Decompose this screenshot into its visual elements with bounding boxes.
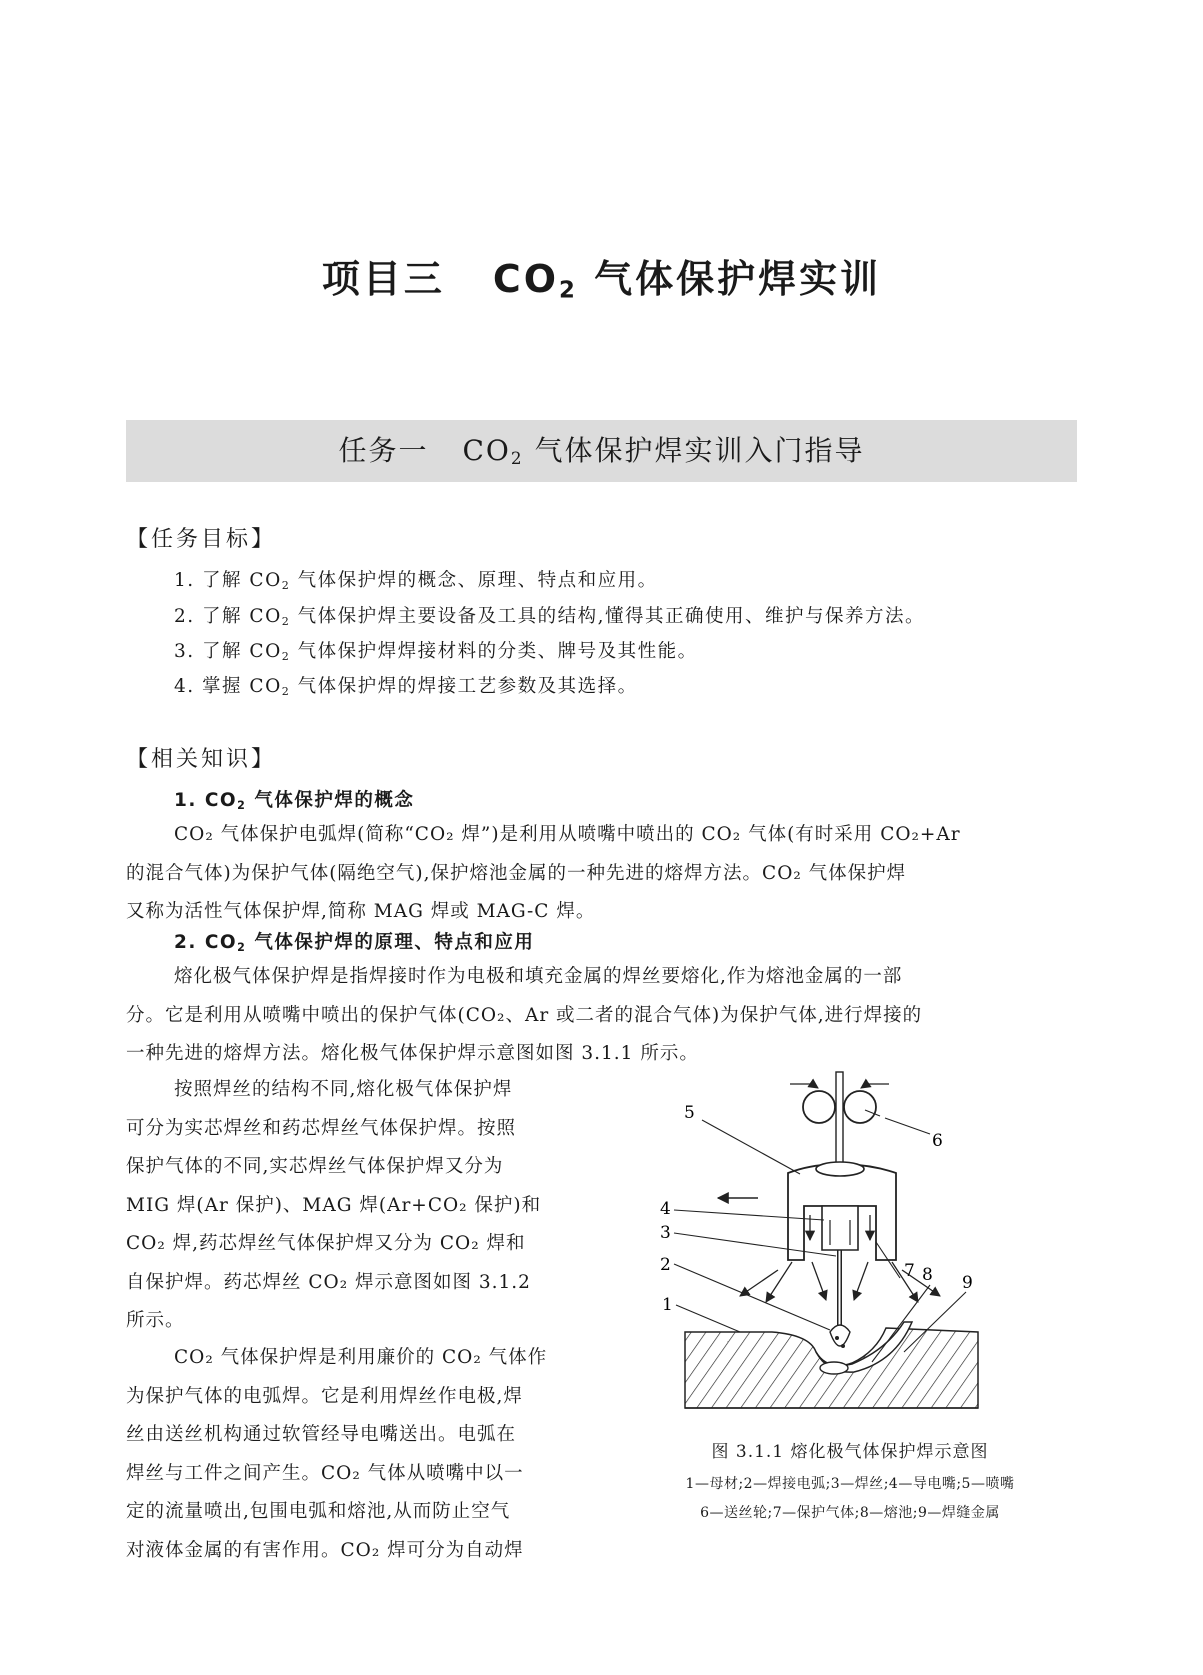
p2-line-2: 分。它是利用从喷嘴中喷出的保护气体(CO₂、Ar 或二者的混合气体)为保护气体,进行焊接的 [126,1004,923,1026]
figure-legend-line-1: 1—母材;2—焊接电弧;3—焊丝;4—导电嘴;5—喷嘴 [685,1476,1015,1492]
chapter-suffix: 气体保护焊实训 [594,257,882,301]
p4-line-6: 对液体金属的有害作用。CO₂ 焊可分为自动焊 [126,1539,524,1561]
objectives-heading: 【任务目标】 [126,527,277,552]
chapter-prefix: 项目三 [321,257,445,301]
s1-pre: 1. CO [174,790,238,811]
label-3: 3 [660,1223,671,1243]
arc [830,1325,850,1346]
label-4: 4 [660,1199,671,1219]
task-co: CO [462,434,511,467]
label-8: 8 [922,1265,933,1285]
objective-3-pre: 3. 了解 CO [174,641,282,662]
task-prefix: 任务一 [338,434,429,467]
objective-4-pre: 4. 掌握 CO [174,676,282,697]
p3-line-1: 按照焊丝的结构不同,熔化极气体保护焊 [174,1079,513,1100]
weld-pool [820,1362,848,1374]
p3-line-7: 所示。 [126,1310,185,1331]
objective-2-pre: 2. 了解 CO [174,606,282,627]
p3-line-2: 可分为实芯焊丝和药芯焊丝气体保护焊。按照 [126,1117,517,1139]
subsection-1-heading [174,786,414,812]
objective-item-4 [174,672,638,698]
objective-item-2 [174,602,925,628]
p4-line-4: 焊丝与工件之间产生。CO₂ 气体从喷嘴中以一 [126,1462,524,1484]
p4-line-2: 为保护气体的电弧焊。它是利用焊丝作电极,焊 [126,1385,523,1407]
objective-3-sub: 2 [281,649,291,663]
s2-post: 气体保护焊的原理、特点和应用 [246,932,535,953]
objective-item-1 [174,566,658,592]
paragraph-3 [126,1071,606,1341]
p4-line-3: 丝由送丝机构通过软管经导电嘴送出。电弧在 [126,1424,517,1445]
p1-line-1: CO₂ 气体保护电弧焊(简称“CO₂ 焊”)是利用从喷嘴中喷出的 CO₂ 气体(有时采用 CO₂+Ar [174,824,961,845]
paragraph-4 [126,1339,606,1570]
p4-line-1: CO₂ 气体保护焊是利用廉价的 CO₂ 气体作 [174,1347,548,1368]
p3-line-6: 自保护焊。药芯焊丝 CO₂ 焊示意图如图 3.1.2 [126,1271,531,1293]
s2-pre: 2. CO [174,932,238,953]
label-1: 1 [662,1295,673,1315]
objective-4-sub: 2 [281,684,291,698]
chapter-co: CO [492,257,560,301]
task-suffix: 气体保护焊实训入门指导 [534,434,865,467]
s1-post: 气体保护焊的概念 [246,790,415,811]
feed-roller-right [844,1091,876,1123]
feed-roller-left [803,1091,835,1123]
objective-1-sub: 2 [281,578,291,592]
paragraph-1 [126,816,1078,932]
figure-caption: 图 3.1.1 熔化极气体保护焊示意图 [711,1442,989,1462]
label-2: 2 [660,1255,671,1275]
label-6: 6 [932,1131,943,1151]
welding-diagram [640,1070,1060,1420]
chapter-title [0,248,1203,303]
chapter-sub: 2 [559,277,578,304]
p3-line-4: MIG 焊(Ar 保护)、MAG 焊(Ar+CO₂ 保护)和 [126,1194,542,1216]
p1-line-2: 的混合气体)为保护气体(隔绝空气),保护熔池金属的一种先进的熔焊方法。CO₂ 气体保护焊 [126,862,907,884]
p3-line-5: CO₂ 焊,药芯焊丝气体保护焊又分为 CO₂ 焊和 [126,1233,526,1254]
task-title-bar [126,420,1077,482]
p1-line-3: 又称为活性气体保护焊,简称 MAG 焊或 MAG-C 焊。 [126,901,596,922]
p3-line-3: 保护气体的不同,实芯焊丝气体保护焊又分为 [126,1156,504,1177]
label-7: 7 [904,1261,915,1281]
task-sub: 2 [510,448,524,469]
objective-item-3 [174,637,698,663]
knowledge-heading: 【相关知识】 [126,747,277,772]
objective-3-post: 气体保护焊焊接材料的分类、牌号及其性能。 [290,641,698,662]
s2-sub: 2 [237,940,247,954]
paragraph-2 [126,958,1078,1074]
p2-line-1: 熔化极气体保护焊是指焊接时作为电极和填充金属的焊丝要熔化,作为熔池金属的一部 [174,966,903,987]
figure-legend-line-2: 6—送丝轮;7—保护气体;8—熔池;9—焊缝金属 [700,1505,1000,1521]
p2-line-3: 一种先进的熔焊方法。熔化极气体保护焊示意图如图 3.1.1 所示。 [126,1043,699,1064]
objective-1-post: 气体保护焊的概念、原理、特点和应用。 [290,570,658,591]
label-5: 5 [684,1103,695,1123]
contact-tip [822,1206,858,1250]
subsection-2-heading [174,928,534,954]
objective-4-post: 气体保护焊的焊接工艺参数及其选择。 [290,676,638,697]
objective-2-sub: 2 [281,614,291,628]
objective-2-post: 气体保护焊主要设备及工具的结构,懂得其正确使用、维护与保养方法。 [290,606,926,627]
s1-sub: 2 [237,798,247,812]
p4-line-5: 定的流量喷出,包围电弧和熔池,从而防止空气 [126,1501,511,1522]
label-9: 9 [962,1273,973,1293]
objective-1-pre: 1. 了解 CO [174,570,282,591]
